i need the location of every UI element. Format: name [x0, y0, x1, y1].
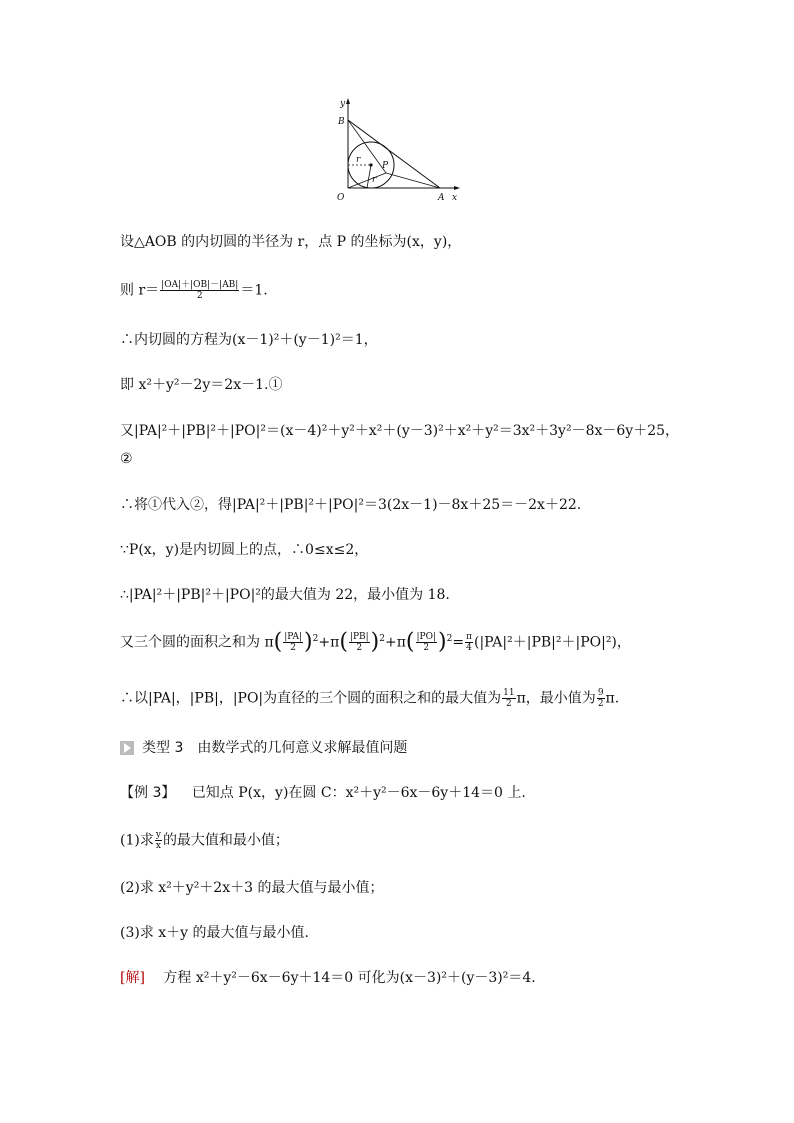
radius-down — [367, 165, 371, 188]
solution-line — [120, 968, 536, 988]
fraction-pa — [283, 632, 303, 653]
label-p: P — [382, 161, 389, 171]
question-2: (2)求 x²＋y²＋2x＋3 的最大值与最小值； — [120, 880, 384, 896]
fraction-r — [160, 280, 239, 301]
label-b: B — [338, 117, 345, 127]
l10-post: π. — [605, 690, 620, 707]
example-3-tag: 【例 3】 — [120, 785, 176, 801]
l10-pre: ∴以|PA|，|PB|，|PO|为直径的三个圆的面积之和的最大值为 — [120, 690, 502, 707]
fraction-9-den: 2 — [597, 699, 604, 709]
text-line-5b: ② — [120, 451, 133, 467]
fraction-y-x — [155, 830, 162, 851]
triangle-play-icon — [120, 741, 134, 755]
label-x: x — [452, 193, 458, 203]
l9-pre: 又三个圆的面积之和为 π — [120, 634, 274, 651]
fraction-po-num: |PO| — [416, 632, 436, 642]
fraction-x-den: x — [155, 841, 161, 851]
section-heading-text: 类型 3 由数学式的几何意义求解最值问题 — [142, 740, 408, 756]
q1-post: 的最大值和最小值； — [162, 832, 289, 849]
fraction-9-num: 9 — [597, 688, 604, 698]
label-o: O — [337, 193, 345, 203]
incircle-figure — [334, 96, 464, 208]
fraction-pb-num: |PB| — [349, 632, 369, 642]
l9-post: (|PA|²＋|PB|²＋|PO|²)， — [473, 634, 631, 651]
fraction-pb-den: 2 — [356, 643, 363, 653]
x-axis-arrow — [454, 186, 460, 190]
example-3-line — [120, 783, 526, 803]
label-a: A — [438, 193, 445, 203]
text-line-10 — [120, 688, 619, 709]
question-1 — [120, 830, 289, 851]
text-line-5: 又|PA|²＋|PB|²＋|PO|²＝(x－4)²＋y²＋x²＋(y－3)²＋x²＋y²＝3x²＋3y²－8x－6y＋25， — [120, 423, 680, 439]
fraction-pi-num: π — [466, 632, 472, 642]
fraction-9-2 — [597, 688, 605, 709]
hypotenuse-ab — [348, 120, 440, 188]
solution-tag: [解] — [120, 970, 145, 986]
text-line-8: ∴|PA|²＋|PB|²＋|PO|²的最大值为 22，最小值为 18. — [120, 587, 450, 603]
label-r1: r — [356, 155, 361, 165]
fraction-y-num: y — [155, 830, 161, 840]
l2-post: ＝1. — [240, 282, 268, 299]
incircle-center — [369, 163, 372, 166]
fraction-pb — [349, 632, 370, 653]
l10-mid: π，最小值为 — [516, 690, 596, 707]
text-line-6: ∴将①代入②，得|PA|²＋|PB|²＋|PO|²＝3(2x－1)－8x＋25＝－2x＋22. — [120, 497, 582, 513]
text-line-9: 又三个圆的面积之和为 π( $\frac{|PA|}{2}$ )$^2$+π( $\frac{|PB|}{2}$ )$^2$+π( $\frac{|PO|}{2}$ )$^2$= $\frac{\pi}{4}$ (|PA|²＋|PB|²＋|PO|²)， — [120, 629, 631, 655]
fraction-11-2 — [502, 688, 515, 709]
text-line-7: ∵P(x，y)是内切圆上的点，∴0≤x≤2， — [120, 542, 369, 558]
l2-pre: 则 r＝ — [120, 282, 160, 299]
segment-pa — [386, 173, 440, 188]
fraction-pa-num: |PA| — [284, 632, 303, 642]
label-y: y — [340, 99, 346, 109]
fraction-num: |OA|＋|OB|－|AB| — [161, 280, 239, 290]
question-3: (3)求 x＋y 的最大值与最小值. — [120, 925, 309, 941]
fraction-po — [416, 632, 438, 653]
section-heading — [120, 738, 407, 758]
fraction-11-den: 2 — [506, 699, 512, 709]
fraction-pa-den: 2 — [290, 643, 297, 653]
fraction-11-num: 11 — [503, 688, 515, 698]
fraction-pi-4 — [465, 632, 473, 653]
fraction-po-den: 2 — [423, 643, 430, 653]
solution-text: 方程 x²＋y²－6x－6y＋14＝0 可化为(x－3)²＋(y－3)²＝4. — [163, 970, 536, 986]
q1-pre: (1)求 — [120, 832, 154, 849]
text-line-3: ∴内切圆的方程为(x－1)²＋(y－1)²＝1， — [120, 332, 378, 348]
text-line-2 — [120, 280, 268, 301]
label-r2: r — [372, 175, 377, 185]
text-line-1: 设△AOB 的内切圆的半径为 r，点 P 的坐标为(x，y)， — [120, 234, 462, 250]
fraction-pi-den: 4 — [466, 643, 472, 653]
text-line-4: 即 x²＋y²－2y＝2x－1.① — [120, 377, 283, 393]
fraction-den: 2 — [196, 291, 203, 301]
example-3-text: 已知点 P(x，y)在圆 C：x²＋y²－6x－6y＋14＝0 上. — [191, 785, 526, 801]
y-axis-arrow — [346, 98, 350, 104]
